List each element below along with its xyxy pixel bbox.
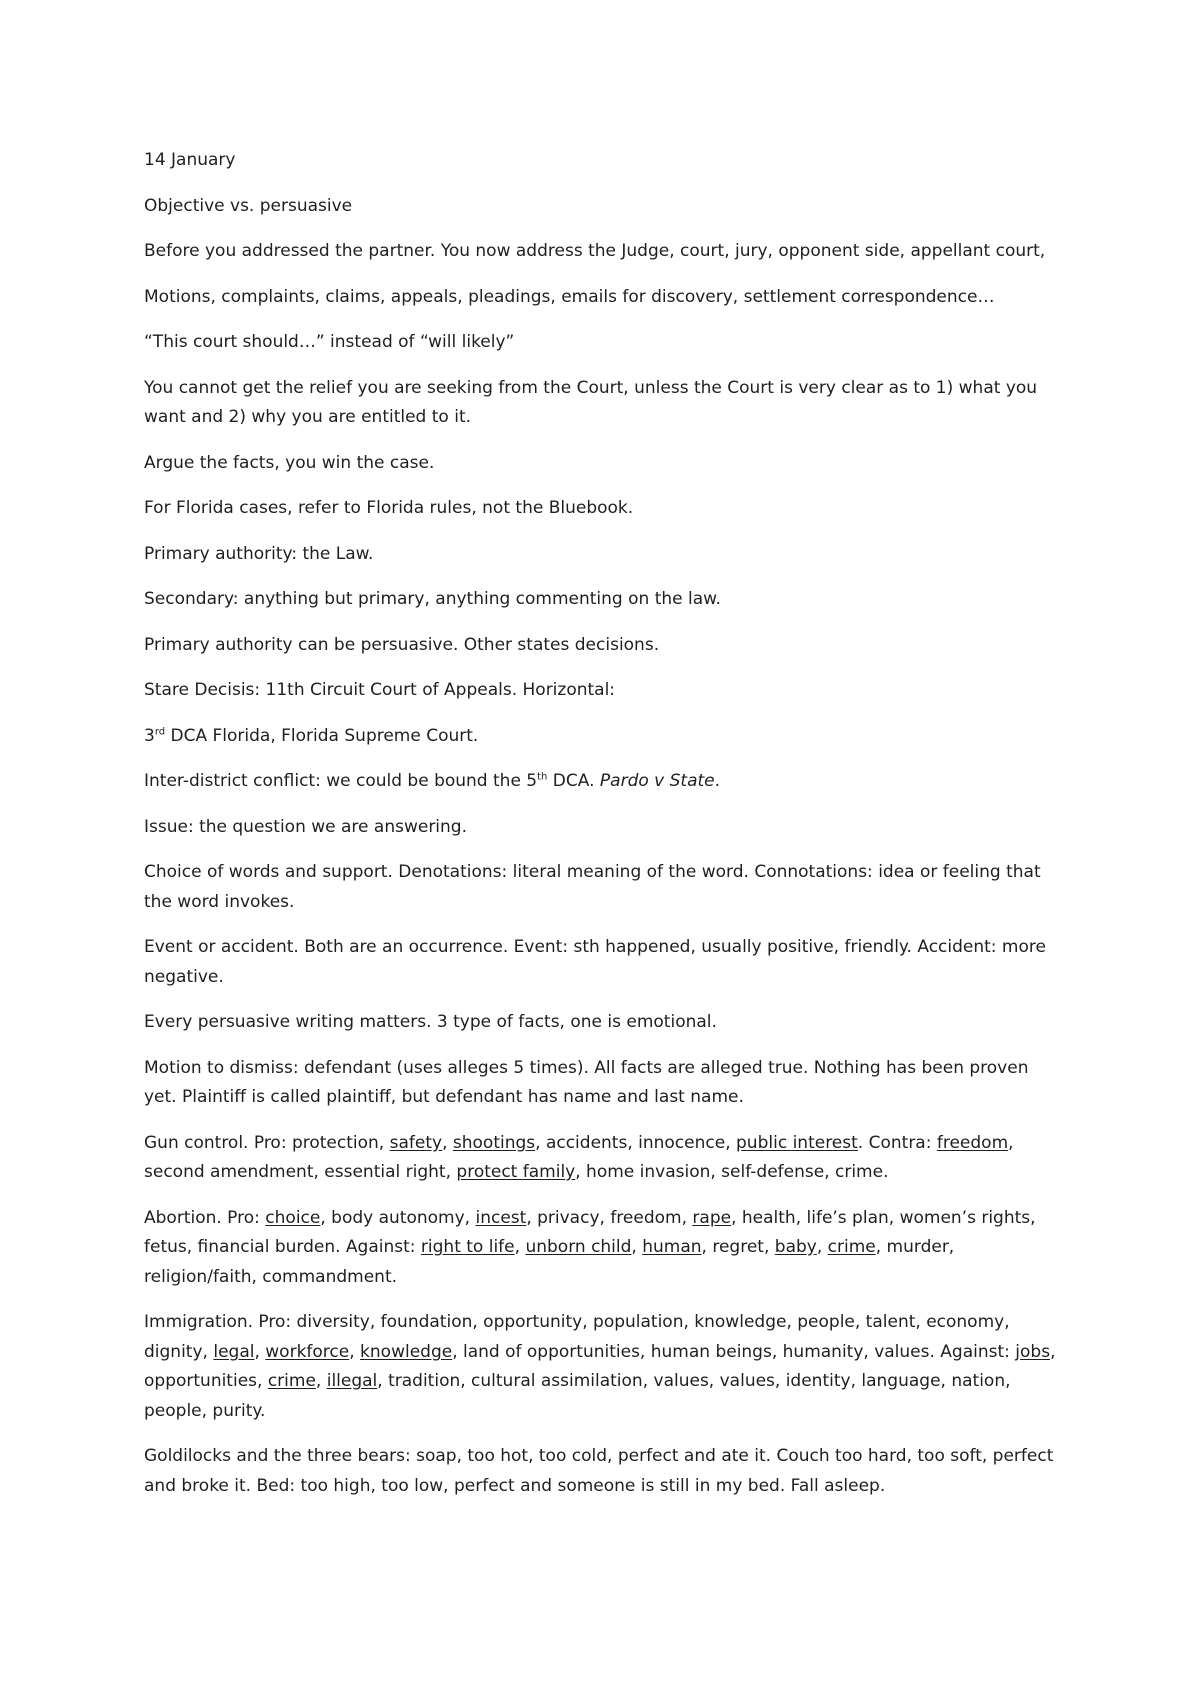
immigration-text: , (315, 1371, 327, 1391)
immigration-text: , (254, 1341, 266, 1362)
immigration-underlined: legal (213, 1341, 255, 1362)
paragraph-objective: Objective vs. persuasive (144, 195, 353, 216)
immigration-underlined: illegal (326, 1371, 378, 1391)
paragraph-dca (144, 722, 1064, 752)
dca-number: 3 (144, 725, 155, 746)
paragraph-immigration (144, 1308, 1064, 1426)
immigration-underlined: jobs (1015, 1341, 1051, 1362)
paragraph-stare-decisis: Stare Decisis: 11th Circuit Court of Appeals. Horizontal: (144, 680, 616, 700)
abortion-text: , privacy, freedom, (526, 1207, 693, 1228)
gun-underlined: public interest (736, 1132, 858, 1153)
inter-mid: DCA. (547, 771, 600, 791)
immigration-text: , opportunities, (144, 1341, 1056, 1391)
immigration-text: , tradition, cultural assimilation, values, values, identity, language, nation, people, purity. (144, 1371, 1011, 1421)
immigration-underlined: workforce (265, 1341, 350, 1362)
abortion-text: , murder, religion/faith, commandment. (144, 1237, 955, 1287)
abortion-text: , (514, 1237, 526, 1257)
abortion-underlined: choice (265, 1207, 321, 1228)
gun-underlined: safety (389, 1132, 443, 1153)
inter-end: . (714, 771, 721, 791)
document-body (144, 146, 1064, 1517)
abortion-text: , (631, 1237, 643, 1257)
paragraph-florida: For Florida cases, refer to Florida rules, not the Bluebook. (144, 498, 634, 518)
immigration-text: , land of opportunities, human beings, humanity, values. Against: (452, 1341, 1016, 1362)
abortion-underlined: unborn child (525, 1237, 632, 1257)
abortion-text: , (816, 1237, 828, 1257)
abortion-text: , body autonomy, (320, 1207, 476, 1228)
abortion-underlined: incest (475, 1207, 527, 1228)
dca-ordinal: rd (154, 725, 166, 737)
paragraph-abortion (144, 1204, 1064, 1293)
paragraph-argue: Argue the facts, you win the case. (144, 452, 435, 473)
abortion-text: Abortion. Pro: (144, 1207, 266, 1228)
gun-text: . Contra: (857, 1132, 937, 1153)
dca-rest: DCA Florida, Florida Supreme Court. (165, 725, 479, 746)
gun-text: , home invasion, self-defense, crime. (575, 1162, 889, 1182)
paragraph-secondary: Secondary: anything but primary, anything commenting on the law. (144, 589, 721, 609)
immigration-text: Immigration. Pro: diversity, foundation, opportunity, population, knowledge, people, talent, economy, dignity, (144, 1312, 1010, 1362)
immigration-underlined: knowledge (360, 1341, 453, 1362)
paragraph-event: Event or accident. Both are an occurrence. Event: sth happened, usually positive, friendly. Accident: more negative. (144, 937, 1046, 987)
inter-ordinal: th (537, 771, 548, 783)
abortion-underlined: baby (774, 1237, 817, 1257)
gun-underlined: shootings (452, 1132, 536, 1153)
case-citation: Pardo v State (599, 771, 715, 791)
gun-text: , second amendment, essential right, (144, 1132, 1014, 1182)
abortion-underlined: rape (692, 1207, 732, 1228)
abortion-underlined: right to life (420, 1237, 515, 1257)
gun-underlined: protect family (456, 1162, 576, 1182)
abortion-underlined: crime (827, 1237, 876, 1257)
gun-text: , accidents, innocence, (535, 1132, 737, 1153)
paragraph-goldilocks: Goldilocks and the three bears: soap, too hot, too cold, perfect and ate it. Couch too hard, too soft, perfect and broke it. Bed: too high, too low, perfect and someone is still in my bed. Fall asleep. (144, 1446, 1054, 1496)
paragraph-motions: Motions, complaints, claims, appeals, pleadings, emails for discovery, settlement correspondence… (144, 286, 995, 307)
paragraph-issue: Issue: the question we are answering. (144, 816, 467, 837)
paragraph-inter-district (144, 767, 1064, 797)
paragraph-address: Before you addressed the partner. You now address the Judge, court, jury, opponent side, appellant court, (144, 241, 1046, 261)
paragraph-primary-persuasive: Primary authority can be persuasive. Other states decisions. (144, 634, 660, 655)
paragraph-relief: You cannot get the relief you are seeking from the Court, unless the Court is very clear as to 1) what you want and 2) why you are entitled to it. (144, 377, 1038, 427)
gun-text: Gun control. Pro: protection, (144, 1132, 390, 1153)
date-heading: 14 January (144, 150, 236, 170)
abortion-text: , health, life’s plan, women’s rights, fetus, financial burden. Against: (144, 1207, 1036, 1257)
paragraph-gun-control (144, 1129, 1064, 1188)
gun-underlined: freedom (936, 1132, 1009, 1153)
abortion-underlined: human (642, 1237, 702, 1257)
immigration-text: , (349, 1341, 361, 1362)
inter-pre: Inter-district conflict: we could be bound the 5 (144, 771, 538, 791)
paragraph-words: Choice of words and support. Denotations: literal meaning of the word. Connotations: idea or feeling that the word invokes. (144, 862, 1041, 912)
paragraph-primary: Primary authority: the Law. (144, 543, 374, 564)
gun-text: , (442, 1132, 453, 1153)
paragraph-court-should: “This court should…” instead of “will likely” (144, 332, 515, 352)
immigration-underlined: crime (267, 1371, 316, 1391)
abortion-text: , regret, (701, 1237, 775, 1257)
paragraph-every: Every persuasive writing matters. 3 type of facts, one is emotional. (144, 1012, 717, 1032)
paragraph-motion-dismiss: Motion to dismiss: defendant (uses alleges 5 times). All facts are alleged true. Nothing has been proven yet. Plaintiff is called plaintiff, but defendant has name and last name. (144, 1057, 1029, 1107)
